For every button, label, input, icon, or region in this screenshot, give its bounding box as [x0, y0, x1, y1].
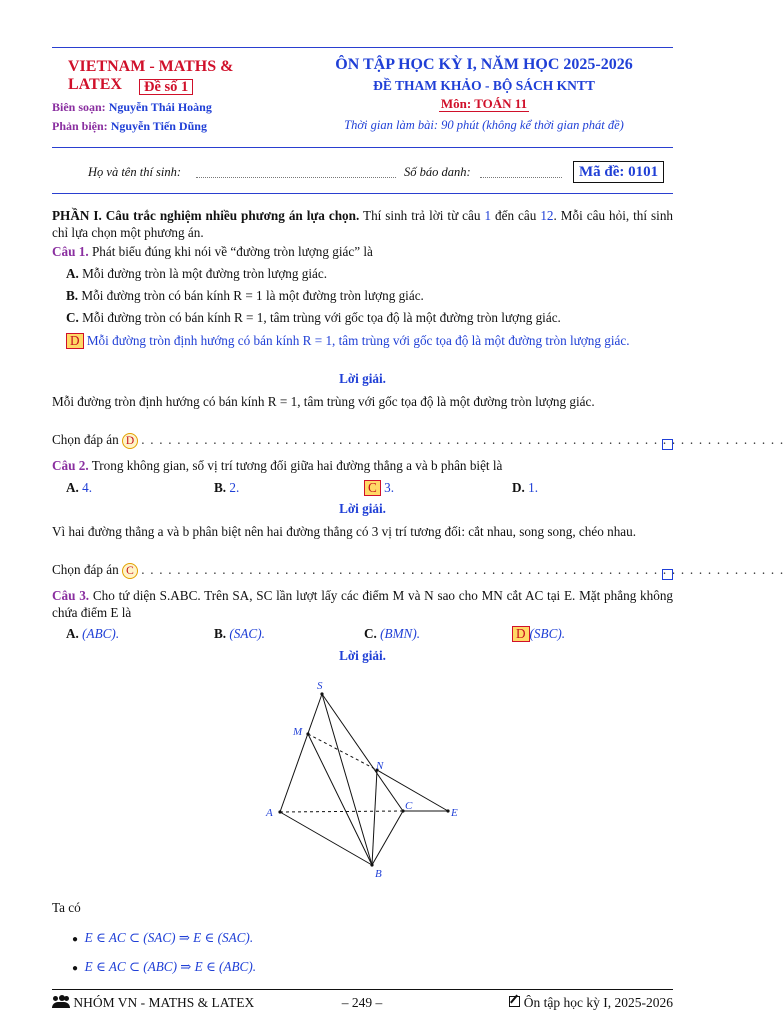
time-limit: Thời gian làm bài: 90 phút (không kể thời gian phát đề) — [344, 118, 624, 132]
label-n: N — [376, 760, 384, 772]
subject-wrap — [300, 96, 668, 112]
q1-solution: Mỗi đường tròn định hướng có bán kính R = 1, tâm trùng với gốc tọa độ là một đường tròn lượng giác. — [52, 394, 595, 409]
q3-correct-mark: D — [512, 626, 530, 642]
q2-b-text: 2. — [229, 480, 240, 495]
label-s: S — [317, 680, 323, 692]
student-name-label: Họ và tên thí sinh: — [88, 165, 182, 179]
group-icon — [52, 996, 70, 1008]
edge-sc — [322, 694, 403, 811]
q1-choose-label: Chọn đáp án — [52, 432, 119, 447]
org-name: VIETNAM - MATHS & LATEX — [68, 58, 234, 93]
footer-rule — [52, 989, 673, 990]
header-bottom-rule — [52, 147, 673, 148]
page-number: – 249 – — [341, 995, 383, 1010]
q2-d-text: 1. — [528, 480, 539, 495]
q2-choose-label: Chọn đáp án — [52, 562, 119, 577]
part1-intro-1: Thí sinh trả lời từ câu — [359, 208, 485, 223]
reviewer-label: Phản biện: — [52, 119, 108, 133]
author-label: Biên soạn: — [52, 100, 106, 114]
student-id-field[interactable] — [480, 177, 562, 178]
q3-text: Cho tứ diện S.ABC. Trên SA, SC lần lượt lấy các điểm M và N sao cho MN cắt AC tại E. Mặt phẳng không chứa điểm E là — [52, 588, 674, 620]
exam-code: Đề số 1 — [139, 79, 193, 95]
q1-c-text: Mỗi đường tròn có bán kính R = 1, tâm trùng với gốc tọa độ là một đường tròn lượng giác. — [82, 310, 561, 325]
header-top-rule — [52, 47, 673, 48]
part1-intro-3: . Mỗi câu hỏi, thí sinh chỉ lựa chọn một phương án. — [52, 208, 674, 240]
q2-choose-line — [52, 562, 784, 579]
question-1 — [52, 244, 673, 260]
q3-bullet-1-text: E ∈ AC ⊂ (SAC) ⇒ E ∈ (SAC). — [84, 930, 254, 945]
part1-to: 12 — [540, 208, 554, 223]
edit-icon — [509, 996, 520, 1007]
q2-dots: . . . . . . . . . . . . . . . . . . . . . . . . . . . . . . . . . . . . . . . . . . . . . . . . . . . . . . . . . . . . . . . . . . . . . . . . — [141, 562, 784, 577]
q2-option-a[interactable]: A. 4. — [66, 480, 93, 495]
q3-bullet-2: ● E ∈ AC ⊂ (ABC) ⇒ E ∈ (ABC). — [72, 959, 257, 974]
part1-from: 1 — [484, 208, 492, 223]
q2-correct-mark: C — [364, 480, 381, 496]
edge-sb — [322, 694, 372, 865]
tetrahedron-figure — [250, 672, 480, 882]
q2-answer-circle: C — [122, 563, 138, 579]
q1-dots: . . . . . . . . . . . . . . . . . . . . . . . . . . . . . . . . . . . . . . . . . . . . . . . . . . . . . . . . . . . . . . . . . . . . . . . . — [141, 432, 784, 447]
student-name-field[interactable] — [196, 177, 396, 178]
q2-option-d[interactable]: D. 1. — [512, 480, 539, 495]
q3-option-b[interactable]: B. (SAC). — [214, 626, 265, 641]
q3-label: Câu 3. — [52, 588, 90, 603]
q3-option-a[interactable]: A. (ABC). — [66, 626, 120, 641]
q3-ta-co: Ta có — [52, 900, 81, 915]
question-3 — [52, 587, 673, 621]
student-bottom-rule — [52, 193, 673, 194]
q3-option-c[interactable]: C. (BMN). — [364, 626, 421, 641]
q1-option-b[interactable]: B. Mỗi đường tròn có bán kính R = 1 là một đường tròn lượng giác. — [66, 288, 424, 303]
q1-d-text: Mỗi đường tròn định hướng có bán kính R = 1, tâm trùng với gốc tọa độ là một đường tròn lượng giác. — [86, 333, 630, 348]
q1-correct-mark: D — [66, 333, 84, 349]
q3-a-text: (ABC). — [82, 626, 120, 641]
author-line — [52, 100, 212, 115]
q1-option-c[interactable]: C. Mỗi đường tròn có bán kính R = 1, tâm trùng với gốc tọa độ là một đường tròn lượng giác. — [66, 310, 561, 325]
point-s — [320, 692, 323, 695]
reviewer-line — [52, 119, 207, 134]
q1-b-text: Mỗi đường tròn có bán kính R = 1 là một đường tròn lượng giác. — [81, 288, 424, 303]
q3-c-text: (BMN). — [380, 626, 421, 641]
q2-option-c[interactable] — [364, 480, 394, 496]
label-a: A — [266, 807, 273, 819]
q1-a-text: Mỗi đường tròn là một đường tròn lượng giác. — [82, 266, 328, 281]
exam-version-code: Mã đề: 0101 — [573, 161, 664, 183]
point-m — [306, 732, 309, 735]
exam-title: ÔN TẬP HỌC KỲ I, NĂM HỌC 2025-2026 — [335, 56, 633, 73]
q2-c-text: 3. — [384, 480, 394, 495]
q1-option-a[interactable]: A. Mỗi đường tròn là một đường tròn lượng giác. — [66, 266, 328, 281]
q3-bullet-1: ● E ∈ AC ⊂ (SAC) ⇒ E ∈ (SAC). — [72, 930, 254, 945]
part1-heading: PHẦN I. Câu trắc nghiệm nhiều phương án lựa chọn. — [52, 208, 360, 223]
q2-text: Trong không gian, số vị trí tương đối giữa hai đường thẳng a và b phân biệt là — [91, 458, 503, 473]
student-id-label: Số báo danh: — [404, 165, 471, 179]
part1-intro-2: đến câu — [491, 208, 541, 223]
point-b — [370, 863, 373, 866]
footer-group-name: NHÓM VN - MATHS & LATEX — [73, 995, 255, 1010]
edge-sa — [280, 694, 322, 812]
edge-bc — [372, 811, 403, 865]
line-ne — [377, 770, 448, 811]
q3-solution-title: Lời giải. — [339, 648, 386, 663]
author-name: Nguyễn Thái Hoàng — [108, 100, 212, 114]
q2-solution: Vì hai đường thẳng a và b phân biệt nên hai đường thẳng có 3 vị trí tương đối: cắt nhau, song song, chéo nhau. — [52, 524, 637, 539]
q1-answer-circle: D — [122, 433, 138, 449]
question-2 — [52, 458, 673, 474]
edge-ab — [280, 812, 372, 865]
label-b: B — [375, 868, 382, 880]
edge-ac-hidden — [280, 811, 403, 812]
q1-text: Phát biểu đúng khi nói về “đường tròn lượng giác” là — [91, 244, 373, 259]
q1-label: Câu 1. — [52, 244, 89, 259]
subject: Môn: TOÁN 11 — [440, 96, 528, 111]
footer-title: Ôn tập học kỳ I, 2025-2026 — [523, 995, 673, 1010]
q3-d-text: (SBC). — [529, 626, 566, 641]
exam-code-box — [139, 79, 193, 96]
q1-choose-line — [52, 432, 784, 449]
label-e: E — [451, 807, 458, 819]
q3-bullet-2-text: E ∈ AC ⊂ (ABC) ⇒ E ∈ (ABC). — [84, 959, 257, 974]
q3-b-text: (SAC). — [229, 626, 265, 641]
part1-intro — [52, 207, 673, 241]
q2-option-b[interactable]: B. 2. — [214, 480, 240, 495]
q2-a-text: 4. — [82, 480, 93, 495]
exam-subtitle: ĐỀ THAM KHẢO - BỘ SÁCH KNTT — [373, 78, 595, 93]
edge-bn — [372, 770, 377, 865]
footer-left — [52, 995, 254, 1011]
point-a — [278, 810, 281, 813]
footer-right — [470, 995, 673, 1011]
q2-solution-title: Lời giải. — [339, 501, 386, 516]
point-e — [446, 809, 449, 812]
q1-check-icon — [662, 436, 673, 452]
label-m: M — [293, 726, 303, 738]
q3-option-d[interactable] — [512, 626, 565, 642]
q2-label: Câu 2. — [52, 458, 89, 473]
edge-bm — [308, 734, 372, 865]
q2-check-icon — [662, 566, 673, 582]
label-c: C — [405, 800, 413, 812]
q1-option-d[interactable] — [66, 332, 673, 349]
q1-solution-title: Lời giải. — [339, 371, 386, 386]
reviewer-name: Nguyễn Tiến Dũng — [110, 119, 207, 133]
